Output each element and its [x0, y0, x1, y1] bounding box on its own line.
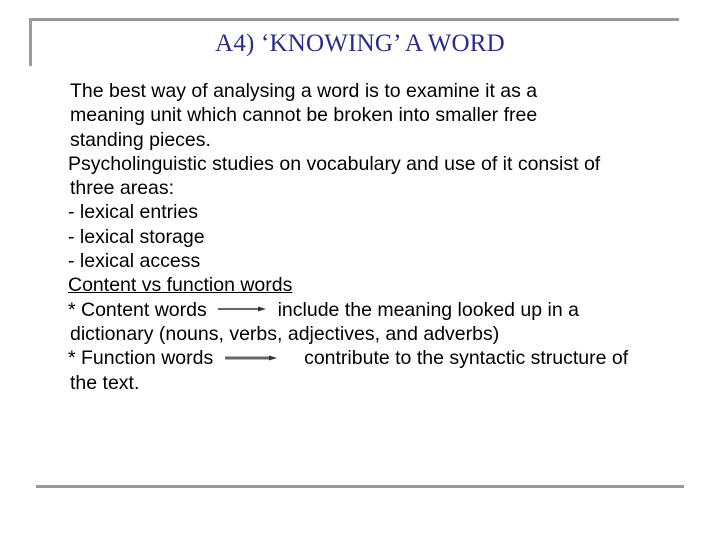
function-words-definition-cont: the text. [70, 371, 140, 394]
section-heading: Content vs function words [68, 274, 293, 297]
body-line: Psycholinguistic studies on vocabulary and use of it consist of [68, 152, 601, 175]
content-words-definition-cont: dictionary (nouns, verbs, adjectives, and adverbs) [70, 322, 500, 345]
slide-body [68, 79, 708, 395]
body-line: meaning unit which cannot be broken into smaller free [70, 104, 538, 127]
body-line: The best way of analysing a word is to examine it as a [70, 80, 538, 102]
slide-title: A4) ‘KNOWING’ A WORD [215, 30, 505, 57]
frame-bottom-rule [36, 485, 684, 488]
function-words-term: * Function words [68, 347, 214, 370]
function-words-definition: contribute to the syntactic structure of [304, 347, 629, 370]
content-words-term: * Content words [68, 298, 207, 321]
body-line: standing pieces. [70, 128, 211, 151]
list-item-lexical-storage: - lexical storage [68, 225, 205, 248]
content-words-line [68, 298, 708, 322]
body-line: three areas: [70, 177, 175, 200]
arrow-right-icon [218, 306, 266, 312]
list-item-lexical-entries: - lexical entries [68, 201, 199, 224]
frame-top-rule [29, 18, 679, 21]
content-words-definition: include the meaning looked up in a [277, 298, 579, 321]
function-words-line [68, 346, 708, 370]
list-item-lexical-access: - lexical access [68, 250, 201, 273]
arrow-right-icon [225, 355, 277, 361]
